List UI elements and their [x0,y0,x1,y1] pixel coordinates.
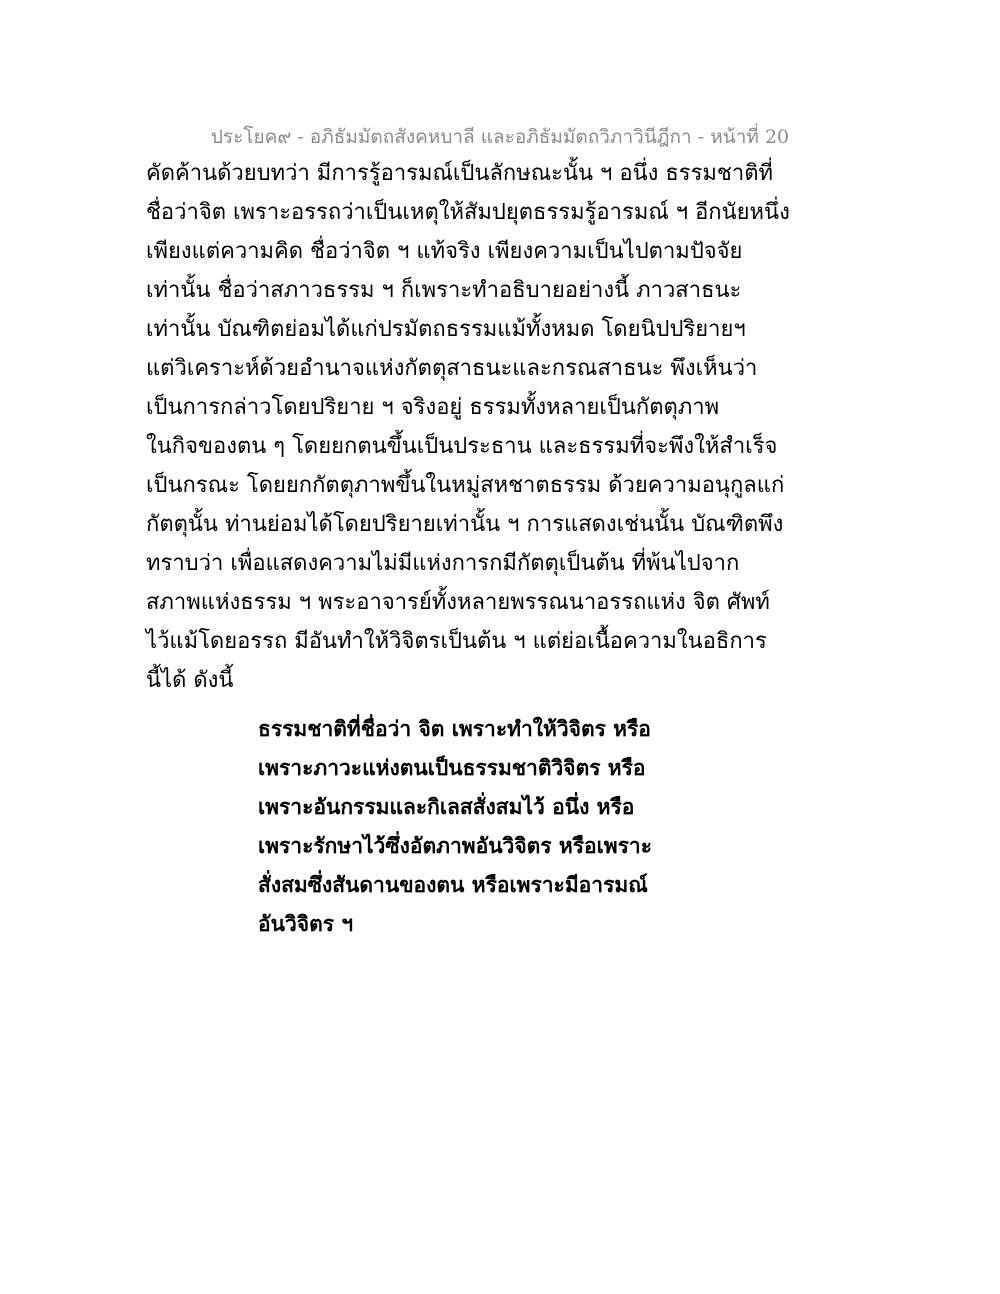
body-line: เท่านั้น บัณฑิตย่อมได้แก่ปรมัตถธรรมแม้ทั้งหมด โดยนิปปริยายฯ [146,317,746,342]
body-line: คัดค้านด้วยบทว่า มีการรู้อารมณ์เป็นลักษณะนั้น ฯ อนึ่ง ธรรมชาติที่ [146,161,774,186]
running-header: ประโยค๙ - อภิธัมมัตถสังคหบาลี และอภิธัมมัตถวิภาวินีฎีกา - หน้าที่ 20 [210,126,790,148]
verse-line: เพราะรักษาไว้ซึ่งอัตภาพอันวิจิตร หรือเพราะ [258,833,652,858]
body-line: ชื่อว่าจิต เพราะอรรถว่าเป็นเหตุให้สัมปยุตธรรมรู้อารมณ์ ฯ อีกนัยหนึ่ง [146,200,790,225]
body-line: สภาพแห่งธรรม ฯ พระอาจารย์ทั้งหลายพรรณนาอรรถแห่ง จิต ศัพท์ [146,590,770,615]
body-line: ในกิจของตน ๆ โดยยกตนขึ้นเป็นประธาน และธรรมที่จะพึงให้สำเร็จ [146,434,778,459]
body-line: ไว้แม้โดยอรรถ มีอันทำให้วิจิตรเป็นต้น ฯ แต่ย่อเนื้อความในอธิการ [146,629,767,654]
body-line: เป็นการกล่าวโดยปริยาย ฯ จริงอยู่ ธรรมทั้งหลายเป็นกัตตุภาพ [146,395,720,420]
body-line: เป็นกรณะ โดยยกกัตตุภาพขึ้นในหมู่สหชาตธรรม ด้วยความอนุกูลแก่ [146,473,785,498]
verse-line: สั่งสมซึ่งสันดานของตน หรือเพราะมีอารมณ์ [258,872,648,897]
body-line: ทราบว่า เพื่อแสดงความไม่มีแห่งการกมีกัตตุเป็นต้น ที่พ้นไปจาก [146,551,740,576]
verse-line: เพราะภาวะแห่งตนเป็นธรรมชาติวิจิตร หรือ [258,755,646,780]
verse-line: อันวิจิตร ฯ [258,911,354,936]
verse-line: เพราะอันกรรมและกิเลสสั่งสมไว้ อนึ่ง หรือ [258,794,635,819]
body-line: นี้ได้ ดังนี้ [146,668,234,693]
body-line: กัตตุนั้น ท่านย่อมได้โดยปริยายเท่านั้น ฯ การแสดงเช่นนั้น บัณฑิตพึง [146,512,784,537]
body-line: เพียงแต่ความคิด ชื่อว่าจิต ฯ แท้จริง เพียงความเป็นไปตามปัจจัย [146,239,743,264]
body-paragraph [146,158,866,704]
verse-block [258,713,818,947]
body-line: เท่านั้น ชื่อว่าสภาวธรรม ฯ ก็เพราะทำอธิบายอย่างนี้ ภาวสาธนะ [146,278,742,303]
verse-line: ธรรมชาติที่ชื่อว่า จิต เพราะทำให้วิจิตร หรือ [258,716,651,741]
body-line: แต่วิเคราะห์ด้วยอำนาจแห่งกัตตุสาธนะและกรณสาธนะ พึงเห็นว่า [146,356,758,381]
